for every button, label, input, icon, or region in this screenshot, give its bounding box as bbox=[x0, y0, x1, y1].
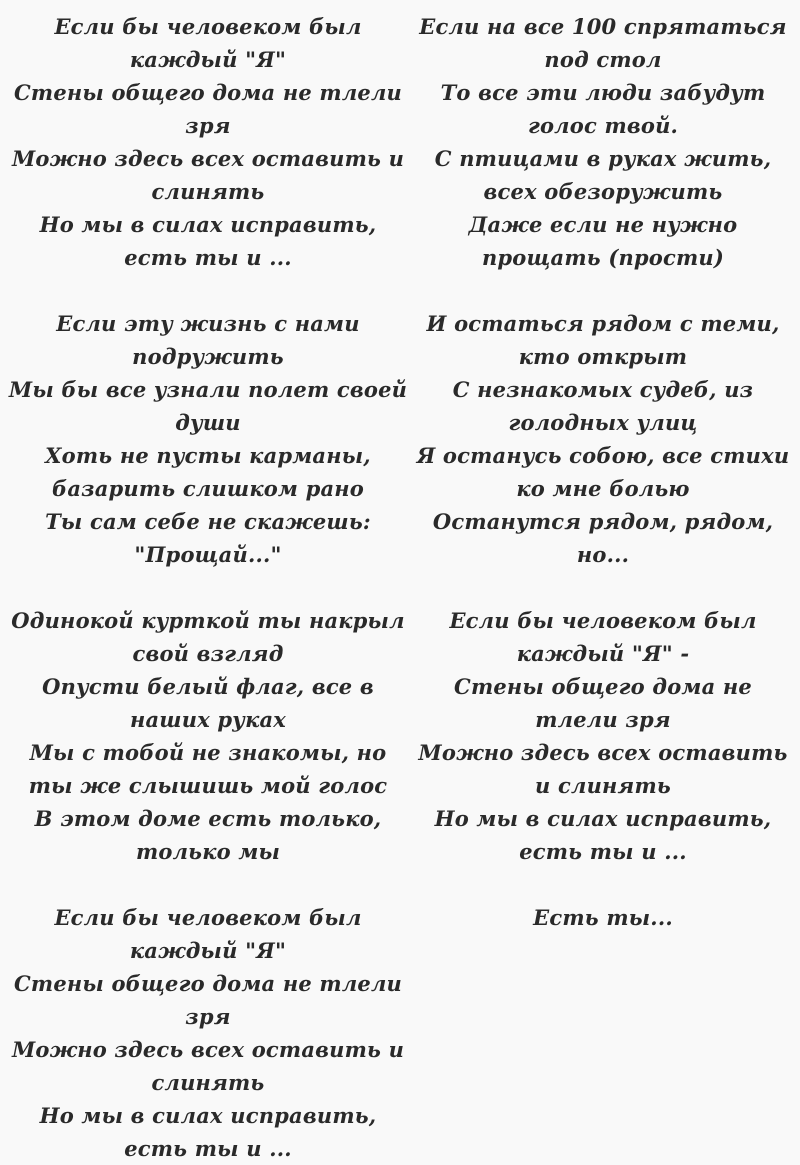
stanza bbox=[8, 307, 408, 571]
lyric-line: Но мы в силах исправить, есть ты и ... bbox=[434, 806, 772, 864]
lyric-line: В этом доме есть только, только мы bbox=[34, 806, 382, 864]
lyric-line: Мы с тобой не знакомы, но ты же слышишь мой голос bbox=[28, 740, 388, 798]
stanza-gap bbox=[8, 274, 408, 307]
stanza bbox=[412, 604, 794, 868]
lyric-line: Можно здесь всех оставить и слинять bbox=[11, 146, 405, 204]
lyric-line: Ты сам себе не скажешь: "Прощай..." bbox=[45, 509, 371, 567]
lyrics-column-right bbox=[412, 10, 794, 934]
stanza bbox=[412, 901, 794, 934]
lyric-line: И остаться рядом с теми, кто открыт bbox=[426, 311, 780, 369]
stanza bbox=[8, 604, 408, 868]
lyric-line: Можно здесь всех оставить и слинять bbox=[418, 740, 788, 798]
stanza-gap bbox=[412, 868, 794, 901]
lyric-line: Есть ты... bbox=[533, 905, 673, 930]
lyric-line: Хоть не пусты карманы, базарить слишком рано bbox=[45, 443, 371, 501]
lyric-line: Даже если не нужно прощать (прости) bbox=[468, 212, 738, 270]
lyric-line: Если бы человеком был каждый "Я" - bbox=[449, 608, 757, 666]
lyric-line: Если эту жизнь с нами подружить bbox=[56, 311, 360, 369]
lyric-line: Если бы человеком был каждый "Я" bbox=[54, 14, 362, 72]
lyric-line: Стены общего дома не тлели зря bbox=[454, 674, 752, 732]
lyric-line: То все эти люди забудут голос твой. bbox=[440, 80, 766, 138]
lyric-line: С птицами в руках жить, всех обезоружить bbox=[434, 146, 772, 204]
lyric-line: С незнакомых судеб, из голодных улиц bbox=[452, 377, 754, 435]
stanza bbox=[412, 307, 794, 571]
stanza-gap bbox=[8, 571, 408, 604]
stanza bbox=[412, 10, 794, 274]
lyric-line: Но мы в силах исправить, есть ты и ... bbox=[39, 212, 377, 270]
lyric-line: Но мы в силах исправить, есть ты и ... bbox=[39, 1103, 377, 1161]
lyric-line: Одинокой курткой ты накрыл свой взгляд bbox=[11, 608, 405, 666]
stanza-gap bbox=[412, 571, 794, 604]
lyrics-column-left bbox=[8, 10, 408, 1165]
lyric-line: Я останусь собою, все стихи ко мне болью bbox=[416, 443, 790, 501]
stanza bbox=[8, 10, 408, 274]
lyric-line: Мы бы все узнали полет своей души bbox=[8, 377, 408, 435]
stanza-gap bbox=[412, 274, 794, 307]
lyric-line: Можно здесь всех оставить и слинять bbox=[11, 1037, 405, 1095]
lyric-line: Стены общего дома не тлели зря bbox=[13, 80, 403, 138]
lyric-line: Если бы человеком был каждый "Я" bbox=[54, 905, 362, 963]
lyric-line: Останутся рядом, рядом, но... bbox=[432, 509, 774, 567]
lyric-line: Если на все 100 спрятаться под стол bbox=[419, 14, 787, 72]
lyric-line: Стены общего дома не тлели зря bbox=[13, 971, 403, 1029]
stanza-gap bbox=[8, 868, 408, 901]
lyric-line: Опусти белый флаг, все в наших руках bbox=[42, 674, 374, 732]
stanza bbox=[8, 901, 408, 1165]
